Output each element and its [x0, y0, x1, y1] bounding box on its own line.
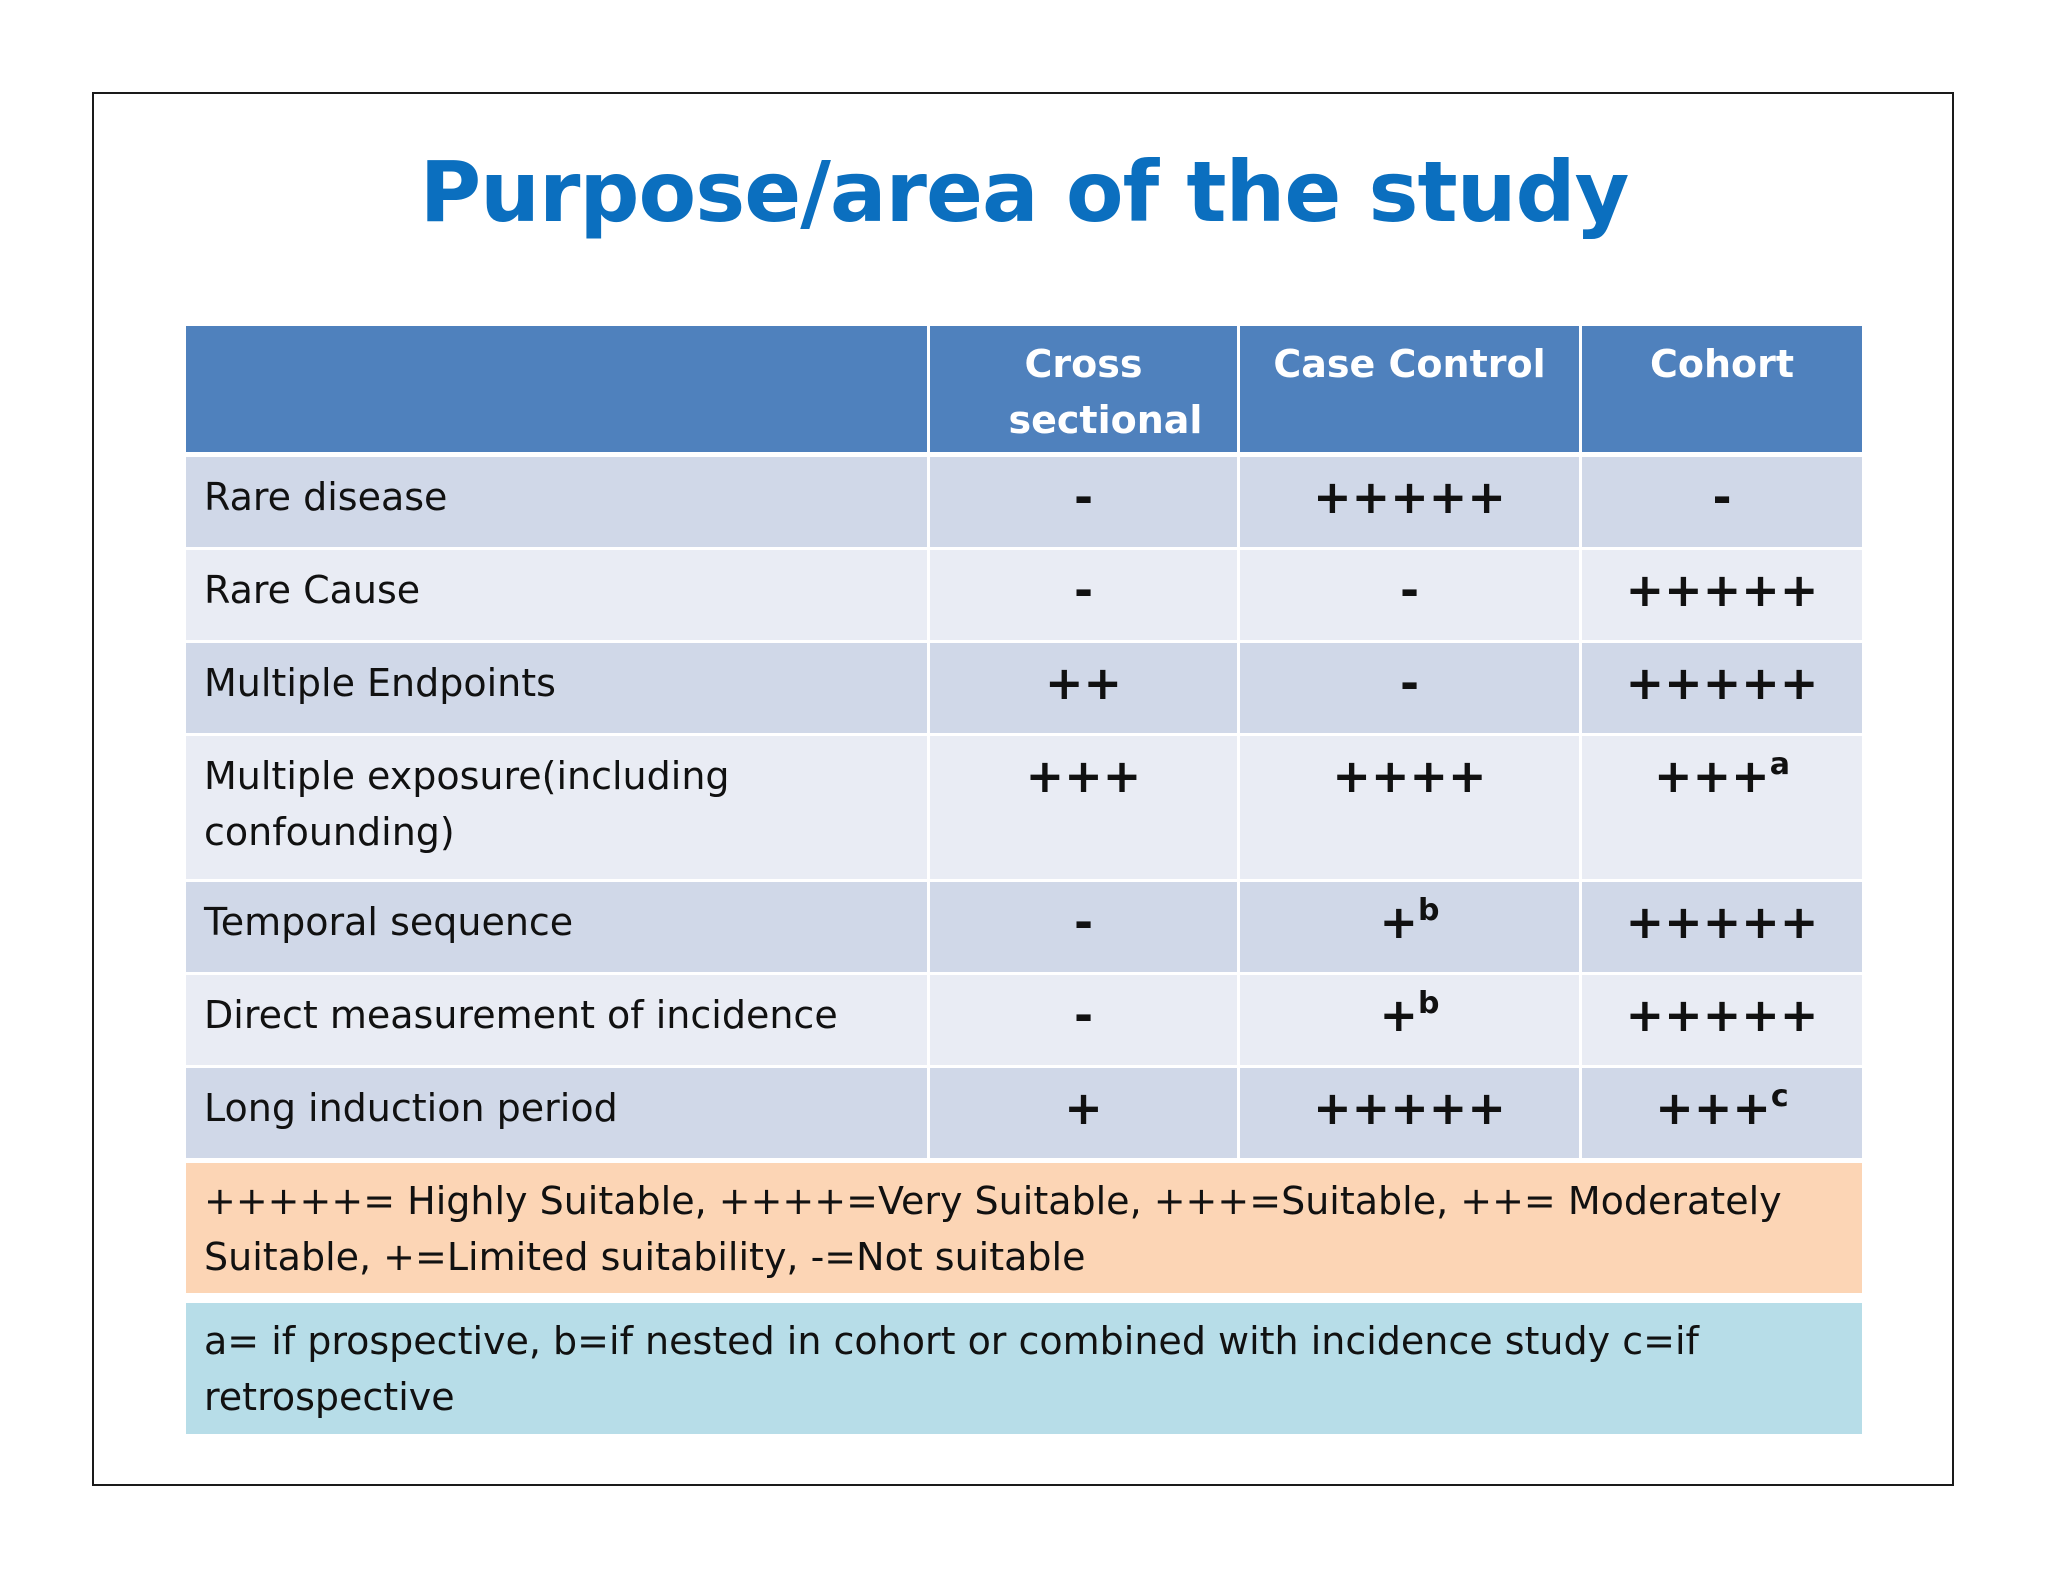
slide-title: Purpose/area of the study [419, 143, 1629, 241]
cross-sectional-rating: - [930, 975, 1240, 1068]
rating-value: +++++ [1625, 656, 1819, 710]
row-label: Rare disease [186, 457, 930, 550]
table-row [186, 457, 1862, 550]
cross-sectional-rating: + [930, 1068, 1240, 1161]
cohort-rating [1582, 643, 1862, 736]
study-design-table [186, 326, 1862, 1161]
row-label: Direct measurement of incidence [186, 975, 930, 1068]
table-row [186, 736, 1862, 882]
rating-value: +++++ [1625, 563, 1819, 617]
rating-value: +++ [1654, 749, 1770, 803]
rating-value: - [1399, 563, 1420, 617]
header-cross-sectional [930, 326, 1240, 457]
rating-value: - [1712, 470, 1732, 524]
cohort-rating [1582, 882, 1862, 975]
table-header-row [186, 326, 1862, 457]
cohort-rating [1582, 975, 1862, 1068]
rating-value: +++++ [1313, 470, 1506, 524]
header-empty [186, 326, 930, 457]
case-control-rating [1240, 550, 1582, 643]
rating-value: +++++ [1625, 988, 1819, 1042]
row-label: Multiple Endpoints [186, 643, 930, 736]
rating-value: +++++ [1625, 895, 1819, 949]
rating-value: - [1399, 656, 1420, 710]
rating-value: + [1379, 988, 1419, 1042]
suitability-legend: +++++= Highly Suitable, ++++=Very Suitable, +++=Suitable, ++= Moderately Suitable, +=Limited suitability, -=Not suitable [186, 1163, 1862, 1293]
comparison-table-wrapper [186, 326, 1862, 1161]
cross-sectional-rating: ++ [930, 643, 1240, 736]
row-label: Temporal sequence [186, 882, 930, 975]
cohort-rating [1582, 736, 1862, 882]
case-control-rating [1240, 882, 1582, 975]
cohort-rating [1582, 550, 1862, 643]
header-cross-sectional-label: Cross sectional [1008, 342, 1203, 442]
case-control-rating [1240, 736, 1582, 882]
rating-footnote-mark: c [1770, 1079, 1789, 1114]
case-control-rating [1240, 975, 1582, 1068]
rating-value: + [1379, 895, 1419, 949]
cross-sectional-rating: - [930, 882, 1240, 975]
footnote-legend: a= if prospective, b=if nested in cohort or combined with incidence study c=if retrospective [186, 1303, 1862, 1434]
cohort-rating [1582, 1068, 1862, 1161]
rating-value: +++++ [1313, 1081, 1506, 1135]
rating-footnote-mark: a [1769, 747, 1790, 782]
case-control-rating [1240, 1068, 1582, 1161]
cross-sectional-rating: +++ [930, 736, 1240, 882]
rating-footnote-mark: b [1418, 986, 1440, 1021]
rating-value: +++ [1655, 1081, 1771, 1135]
row-label: Multiple exposure(including confounding) [186, 736, 930, 882]
cohort-rating [1582, 457, 1862, 550]
table-row [186, 1068, 1862, 1161]
header-cohort: Cohort [1582, 326, 1862, 457]
case-control-rating [1240, 457, 1582, 550]
row-label: Rare Cause [186, 550, 930, 643]
table-row [186, 550, 1862, 643]
table-row [186, 975, 1862, 1068]
table-row [186, 882, 1862, 975]
cross-sectional-rating: - [930, 550, 1240, 643]
header-case-control: Case Control [1240, 326, 1582, 457]
table-row [186, 643, 1862, 736]
rating-value: ++++ [1332, 749, 1487, 803]
case-control-rating [1240, 643, 1582, 736]
cross-sectional-rating: - [930, 457, 1240, 550]
row-label: Long induction period [186, 1068, 930, 1161]
rating-footnote-mark: b [1418, 893, 1440, 928]
